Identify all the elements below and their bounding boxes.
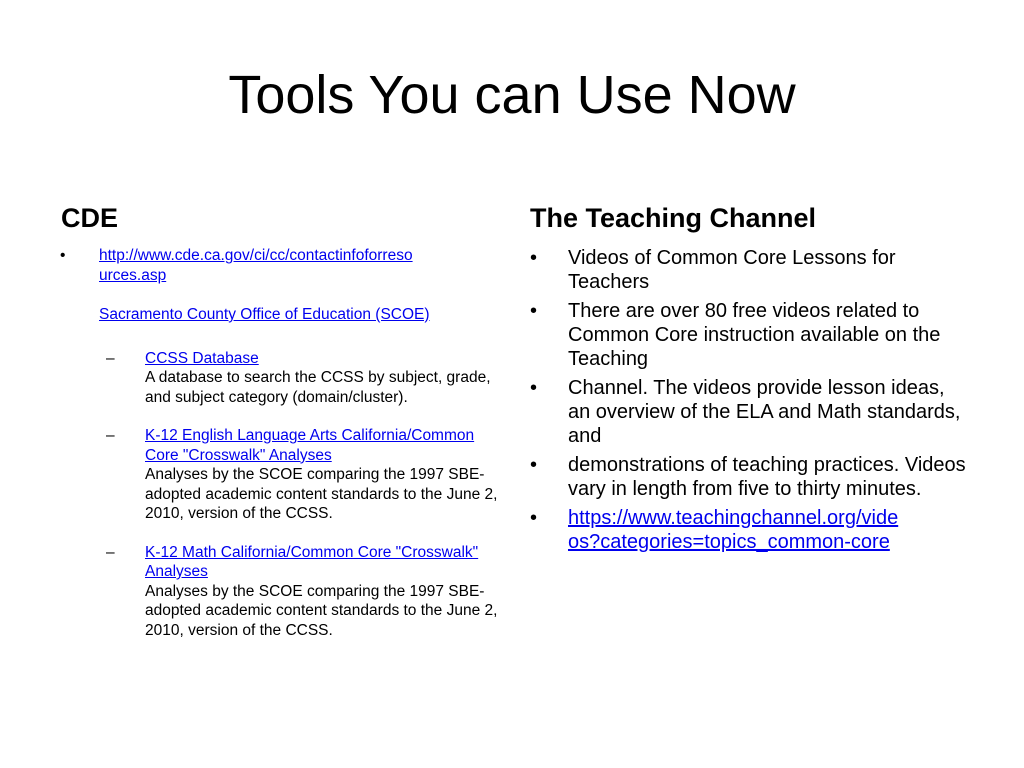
teaching-channel-link[interactable] [568,506,970,554]
teaching-channel-link-line-2: os?categories=topics_common-core [568,531,890,553]
slide-title: Tools You can Use Now [228,65,796,125]
dash-marker: – [106,543,115,561]
cde-link-line-1: http://www.cde.ca.gov/ci/cc/contactinfoforreso [99,247,413,264]
right-bullet-item [530,376,970,448]
ela-crosswalk-desc: Analyses by the SCOE comparing the 1997 SBE-adopted academic content standards to the June 2, 2010, version of the CCSS. [145,466,498,522]
right-bullet-item [530,453,970,501]
bullet-marker: • [60,247,66,264]
bullet-marker: • [530,300,538,322]
bullet-marker: • [530,454,538,476]
math-crosswalk-desc: Analyses by the SCOE comparing the 1997 SBE-adopted academic content standards to the June 2, 2010, version of the CCSS. [145,582,498,639]
right-bullet-text: demonstrations of teaching practices. Videos vary in length from five to thirty minutes. [568,454,966,500]
right-column [530,246,970,559]
left-column [60,246,500,659]
left-column-heading: CDE [61,203,119,233]
teaching-channel-link-line-1: https://www.teachingchannel.org/vide [568,507,899,529]
ccss-database-link[interactable]: CCSS Database [145,349,259,367]
dash-marker: – [106,349,115,367]
sub-item-math-crosswalk [106,543,500,641]
right-column-heading: The Teaching Channel [530,203,817,233]
scoe-link[interactable]: Sacramento County Office of Education (SCOE) [99,306,430,323]
right-bullet-item [530,246,970,294]
cde-link-line-2: urces.asp [99,266,167,284]
bullet-marker: • [530,507,538,529]
right-bullet-item [530,299,970,371]
cde-resources-link[interactable] [99,246,500,285]
scoe-sub-list [60,349,500,641]
dash-marker: – [106,427,115,444]
bullet-marker: • [530,247,538,269]
bullet-marker: • [530,377,538,399]
ela-crosswalk-link[interactable]: K-12 English Language Arts California/Common Core "Crosswalk" Analyses [145,427,475,464]
right-bullet-text: Videos of Common Core Lessons for Teachers [568,247,896,293]
right-bullet-text: Channel. The videos provide lesson ideas, an overview of the ELA and Math standards, and [568,377,961,447]
right-bullet-item-link [530,506,970,554]
right-bullet-text: There are over 80 free videos related to Common Core instruction available on the Teaching [568,300,941,370]
math-crosswalk-link[interactable]: K-12 Math California/Common Core "Crosswalk" Analyses [145,543,479,580]
sub-item-ela-crosswalk [106,426,500,524]
ccss-database-desc: A database to search the CCSS by subject, grade, and subject category (domain/cluster). [145,369,491,406]
cde-bullet [60,246,500,325]
sub-item-ccss-database [106,349,500,408]
